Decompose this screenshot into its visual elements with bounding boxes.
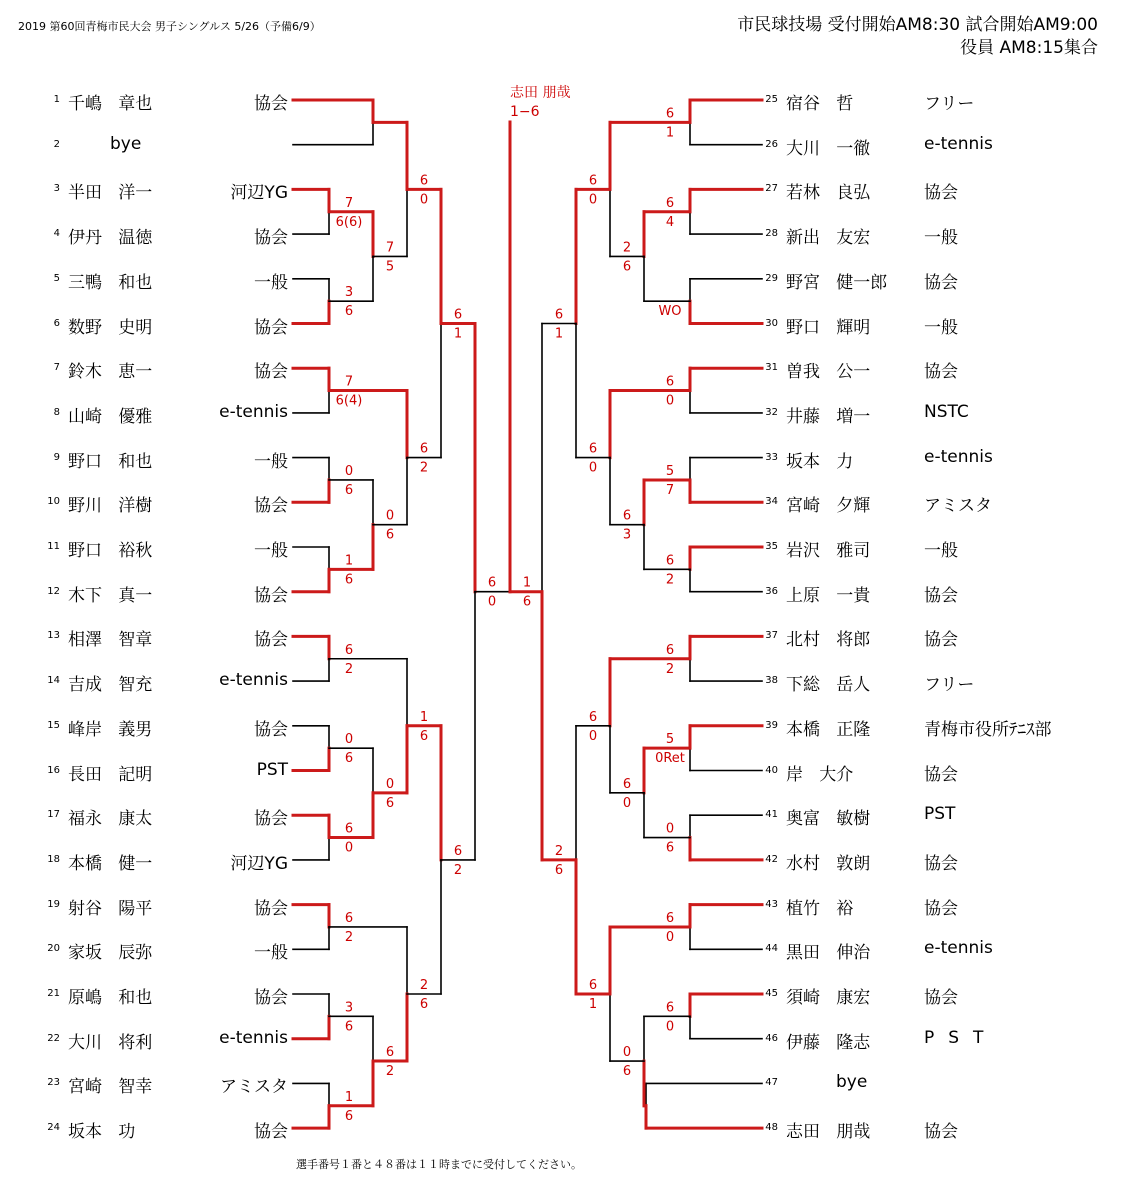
player-club: 協会 <box>924 585 958 606</box>
score-label: 6 <box>665 195 675 211</box>
score-label: 6 <box>588 978 598 993</box>
player-name: 射谷 陽平 <box>68 898 153 919</box>
player-name: 北村 将郎 <box>786 630 871 651</box>
player-name: 峰岸 義男 <box>68 719 153 740</box>
player-number: 41 <box>765 809 778 821</box>
score-label: 6 <box>665 553 675 569</box>
player-club: 協会 <box>924 630 958 651</box>
score-label: 6 <box>344 1019 354 1035</box>
player-number: 24 <box>47 1122 60 1134</box>
player-club: 協会 <box>924 988 958 1008</box>
player-name: 木下 真一 <box>68 585 153 606</box>
score-label: 6 <box>344 572 354 588</box>
score-label: 6 <box>665 840 675 856</box>
score-label: 3 <box>344 1000 354 1016</box>
score-label: 0 <box>344 463 354 479</box>
player-name: 伊丹 温徳 <box>68 228 153 249</box>
player-club: アミスタ <box>924 496 992 517</box>
score-label: 6 <box>554 307 564 323</box>
player-club: 協会 <box>924 362 958 383</box>
player-club: 一般 <box>254 272 288 293</box>
score-label: 2 <box>344 661 354 677</box>
player-number: 8 <box>53 406 60 418</box>
score-label: 5 <box>665 463 675 479</box>
player-name: 若林 良弘 <box>786 183 871 204</box>
officials-line: 役員 AM8:15集合 <box>960 38 1098 58</box>
score-label: 6 <box>665 642 675 658</box>
player-number: 38 <box>765 675 778 687</box>
player-club: 青梅市役所ﾃﾆｽ部 <box>924 719 1052 740</box>
score-label: 6 <box>588 441 598 457</box>
player-number: 34 <box>765 496 778 508</box>
score-label: 2 <box>419 978 429 993</box>
player-number: 19 <box>47 898 60 910</box>
player-number: 32 <box>765 406 778 418</box>
score-label: 0 <box>487 594 497 610</box>
player-number: 40 <box>765 764 778 776</box>
player-name: 福永 康太 <box>68 809 153 830</box>
player-number: 2 <box>53 138 60 150</box>
score-label: 6 <box>665 374 675 390</box>
player-number: 20 <box>47 943 60 955</box>
score-label: 0 <box>622 1045 632 1061</box>
player-club: 一般 <box>254 451 288 472</box>
player-club: 協会 <box>254 898 288 919</box>
player-name: 数野 史明 <box>68 317 153 338</box>
player-number: 42 <box>765 853 778 865</box>
player-name: 野川 洋樹 <box>68 496 153 517</box>
player-number: 48 <box>765 1122 778 1134</box>
player-name: 本橋 健一 <box>68 853 153 874</box>
score-label: 6 <box>344 304 354 320</box>
player-number: 26 <box>765 138 778 150</box>
score-label: 6 <box>385 1045 395 1061</box>
player-club: 一般 <box>924 541 958 561</box>
score-label: 3 <box>344 285 354 301</box>
player-name: 大川 一徹 <box>786 138 871 159</box>
player-number: 35 <box>765 541 778 552</box>
score-label: 6 <box>453 307 463 323</box>
score-label: 7 <box>344 374 354 390</box>
player-club: 協会 <box>254 317 288 338</box>
player-number: 14 <box>47 675 60 687</box>
player-club: 協会 <box>254 585 288 606</box>
player-club: 協会 <box>254 496 288 517</box>
score-label: 6 <box>385 527 395 543</box>
player-number: 39 <box>765 719 778 731</box>
score-label: 6 <box>344 910 354 926</box>
player-club: 協会 <box>254 94 288 114</box>
score-label: 6 <box>665 910 675 926</box>
score-label: 6 <box>665 106 675 122</box>
score-label: 6 <box>622 508 632 524</box>
player-number: 28 <box>765 228 778 240</box>
score-label: 0Ret <box>655 751 685 767</box>
player-club: 協会 <box>254 1122 288 1143</box>
player-name: bye <box>836 1072 868 1093</box>
player-club: アミスタ <box>220 1077 288 1098</box>
player-name: 三鴨 和也 <box>68 272 153 293</box>
score-label: 2 <box>665 572 675 588</box>
player-name: 下総 岳人 <box>786 675 871 696</box>
score-label: 6 <box>622 1064 632 1080</box>
player-number: 12 <box>47 585 60 597</box>
player-number: 43 <box>765 898 778 910</box>
score-label: 5 <box>385 259 395 275</box>
event-title: 2019 第60回青梅市民大会 男子シングルス 5/26（予備6/9） <box>18 20 321 33</box>
score-label: 6 <box>622 776 632 792</box>
player-name: 本橋 正隆 <box>786 719 871 740</box>
score-label: 6 <box>344 1108 354 1124</box>
player-club: PST <box>924 804 956 825</box>
player-club: e-tennis <box>219 1027 288 1048</box>
player-club: フリー <box>924 675 975 696</box>
player-number: 31 <box>765 362 778 374</box>
player-name: 鈴木 恵一 <box>68 362 153 383</box>
player-name: 相澤 智章 <box>68 630 153 651</box>
score-label: 0 <box>385 776 395 792</box>
player-number: 37 <box>765 630 778 642</box>
player-number: 46 <box>765 1032 778 1044</box>
score-label: 7 <box>665 482 675 498</box>
score-label: 0 <box>665 821 675 837</box>
score-label: 5 <box>665 732 675 748</box>
score-label: 2 <box>385 1064 395 1080</box>
player-name: 野口 裕秋 <box>68 541 153 561</box>
score-label: 6 <box>419 441 429 457</box>
player-club: e-tennis <box>924 446 993 467</box>
player-club: 一般 <box>924 228 958 249</box>
player-name: 水村 敦朗 <box>786 853 871 874</box>
score-label: 0 <box>588 728 598 744</box>
footer-note: 選手番号１番と４８番は１１時までに受付してください。 <box>296 1158 582 1171</box>
player-name: 伊藤 隆志 <box>786 1032 871 1053</box>
score-label: 2 <box>665 661 675 677</box>
score-label: 6 <box>665 1000 675 1016</box>
player-name: 宮崎 夕輝 <box>786 496 871 517</box>
player-number: 6 <box>53 317 60 329</box>
player-name: 山崎 優雅 <box>68 406 153 427</box>
score-label: 6 <box>344 482 354 498</box>
player-number: 1 <box>53 94 60 105</box>
player-name: 岸 大介 <box>786 764 854 785</box>
player-number: 13 <box>47 630 60 642</box>
player-club: 協会 <box>924 898 958 919</box>
score-label: 0 <box>344 840 354 856</box>
score-label: 1 <box>665 125 675 141</box>
venue-line: 市民球技場 受付開始AM8:30 試合開始AM9:00 <box>737 15 1098 35</box>
score-label: 1 <box>588 997 598 1012</box>
player-club: PST <box>256 759 288 780</box>
player-name: 黒田 伸治 <box>786 943 871 964</box>
player-club: 一般 <box>254 541 288 561</box>
player-club: 一般 <box>924 317 958 338</box>
player-number: 44 <box>765 943 778 955</box>
player-name: 千嶋 章也 <box>68 94 153 114</box>
player-number: 36 <box>765 585 778 597</box>
player-name: 志田 朋哉 <box>786 1122 871 1143</box>
score-label: 6 <box>419 997 429 1012</box>
player-club: 一般 <box>254 943 288 964</box>
player-name: 大川 将利 <box>68 1032 153 1053</box>
score-label: 0 <box>622 795 632 811</box>
player-number: 7 <box>53 362 60 374</box>
score-label: 1 <box>453 326 463 342</box>
player-name: 上原 一貴 <box>786 585 871 606</box>
player-club: 協会 <box>254 228 288 249</box>
score-label: 6 <box>622 259 632 275</box>
score-label: 6 <box>419 173 429 189</box>
player-name: 宮崎 智幸 <box>68 1077 153 1098</box>
player-club: e-tennis <box>924 938 993 959</box>
player-number: 18 <box>47 853 60 865</box>
player-name: bye <box>110 133 142 154</box>
player-number: 33 <box>765 451 778 463</box>
score-label: 6 <box>419 728 429 744</box>
player-club: e-tennis <box>219 401 288 422</box>
score-label: 0 <box>588 192 598 208</box>
score-label: 2 <box>419 460 429 476</box>
player-number: 47 <box>765 1077 778 1089</box>
player-number: 27 <box>765 183 778 195</box>
player-number: 17 <box>47 809 60 821</box>
player-club: e-tennis <box>219 670 288 691</box>
score-label: 6(6) <box>335 214 363 230</box>
player-club: 協会 <box>254 362 288 383</box>
score-label: 0 <box>665 1019 675 1035</box>
score-label: 0 <box>588 460 598 476</box>
score-label: 3 <box>622 527 632 543</box>
player-club: 協会 <box>924 272 958 293</box>
player-name: 野口 和也 <box>68 451 153 472</box>
player-club: 協会 <box>924 183 958 204</box>
player-name: 家坂 辰弥 <box>68 943 153 964</box>
player-name: 吉成 智充 <box>68 675 153 696</box>
player-number: 5 <box>53 272 60 284</box>
score-label: 6 <box>344 642 354 658</box>
score-label: 6 <box>588 173 598 189</box>
player-club: 河辺YG <box>230 853 288 874</box>
score-label: 7 <box>385 240 395 256</box>
score-label: 4 <box>665 214 675 230</box>
player-club: e-tennis <box>924 133 993 154</box>
score-label: 2 <box>554 843 564 859</box>
player-name: 坂本 功 <box>68 1122 136 1143</box>
player-club: NSTC <box>924 401 969 422</box>
player-club: 協会 <box>924 1122 958 1143</box>
player-name: 坂本 力 <box>786 451 854 472</box>
player-name: 曽我 公一 <box>786 362 871 383</box>
player-number: 3 <box>53 183 60 195</box>
player-club: フリー <box>924 94 975 114</box>
score-label: 2 <box>344 929 354 945</box>
score-label: 6 <box>344 821 354 837</box>
score-label: 2 <box>453 862 463 878</box>
score-label: 0 <box>665 393 675 409</box>
player-number: 21 <box>47 988 60 999</box>
score-label: 6 <box>554 862 564 878</box>
score-label: 6 <box>487 575 497 591</box>
score-label: 1 <box>344 1089 354 1105</box>
score-label: 0 <box>344 732 354 748</box>
player-name: 半田 洋一 <box>68 183 153 204</box>
score-label: 6 <box>453 843 463 859</box>
score-label: 6 <box>588 709 598 725</box>
player-name: 岩沢 雅司 <box>786 541 871 561</box>
player-club: 協会 <box>254 719 288 740</box>
score-label: 6(4) <box>335 393 363 409</box>
player-name: 須崎 康宏 <box>786 988 871 1008</box>
player-number: 45 <box>765 988 778 999</box>
player-name: 原嶋 和也 <box>68 988 153 1008</box>
player-club: 河辺YG <box>230 183 288 204</box>
player-club: 協会 <box>254 630 288 651</box>
player-name: 奥富 敏樹 <box>786 809 871 830</box>
score-label: 1 <box>344 553 354 569</box>
player-club: 協会 <box>924 853 958 874</box>
player-number: 25 <box>765 94 778 105</box>
player-name: 宿谷 哲 <box>786 94 854 114</box>
player-club: PST <box>924 1027 998 1048</box>
player-name: 新出 友宏 <box>786 228 871 249</box>
player-club: 協会 <box>924 764 958 785</box>
score-label: 1 <box>554 326 564 342</box>
score-label: 1 <box>419 709 429 725</box>
player-number: 29 <box>765 272 778 284</box>
player-number: 16 <box>47 764 60 776</box>
score-label: 1 <box>522 575 532 591</box>
player-number: 11 <box>47 541 60 552</box>
player-number: 9 <box>53 451 60 463</box>
score-label: WO <box>658 304 682 320</box>
score-label: 7 <box>344 195 354 211</box>
score-label: 6 <box>522 594 532 610</box>
score-label: 6 <box>344 751 354 767</box>
player-name: 野宮 健一郎 <box>786 272 888 293</box>
player-number: 30 <box>765 317 778 329</box>
player-number: 15 <box>47 719 60 731</box>
player-club: 協会 <box>254 988 288 1008</box>
player-name: 長田 記明 <box>68 764 153 785</box>
player-name: 井藤 増一 <box>786 406 871 427</box>
player-number: 4 <box>53 228 60 240</box>
player-name: 野口 輝明 <box>786 317 871 338</box>
score-label: 0 <box>665 929 675 945</box>
score-label: 0 <box>419 192 429 208</box>
score-label: 2 <box>622 240 632 256</box>
score-label: 6 <box>385 795 395 811</box>
player-number: 23 <box>47 1077 60 1089</box>
player-name: 植竹 裕 <box>786 898 854 919</box>
score-label: 0 <box>385 508 395 524</box>
player-number: 10 <box>47 496 60 508</box>
player-number: 22 <box>47 1032 60 1044</box>
player-club: 協会 <box>254 809 288 830</box>
